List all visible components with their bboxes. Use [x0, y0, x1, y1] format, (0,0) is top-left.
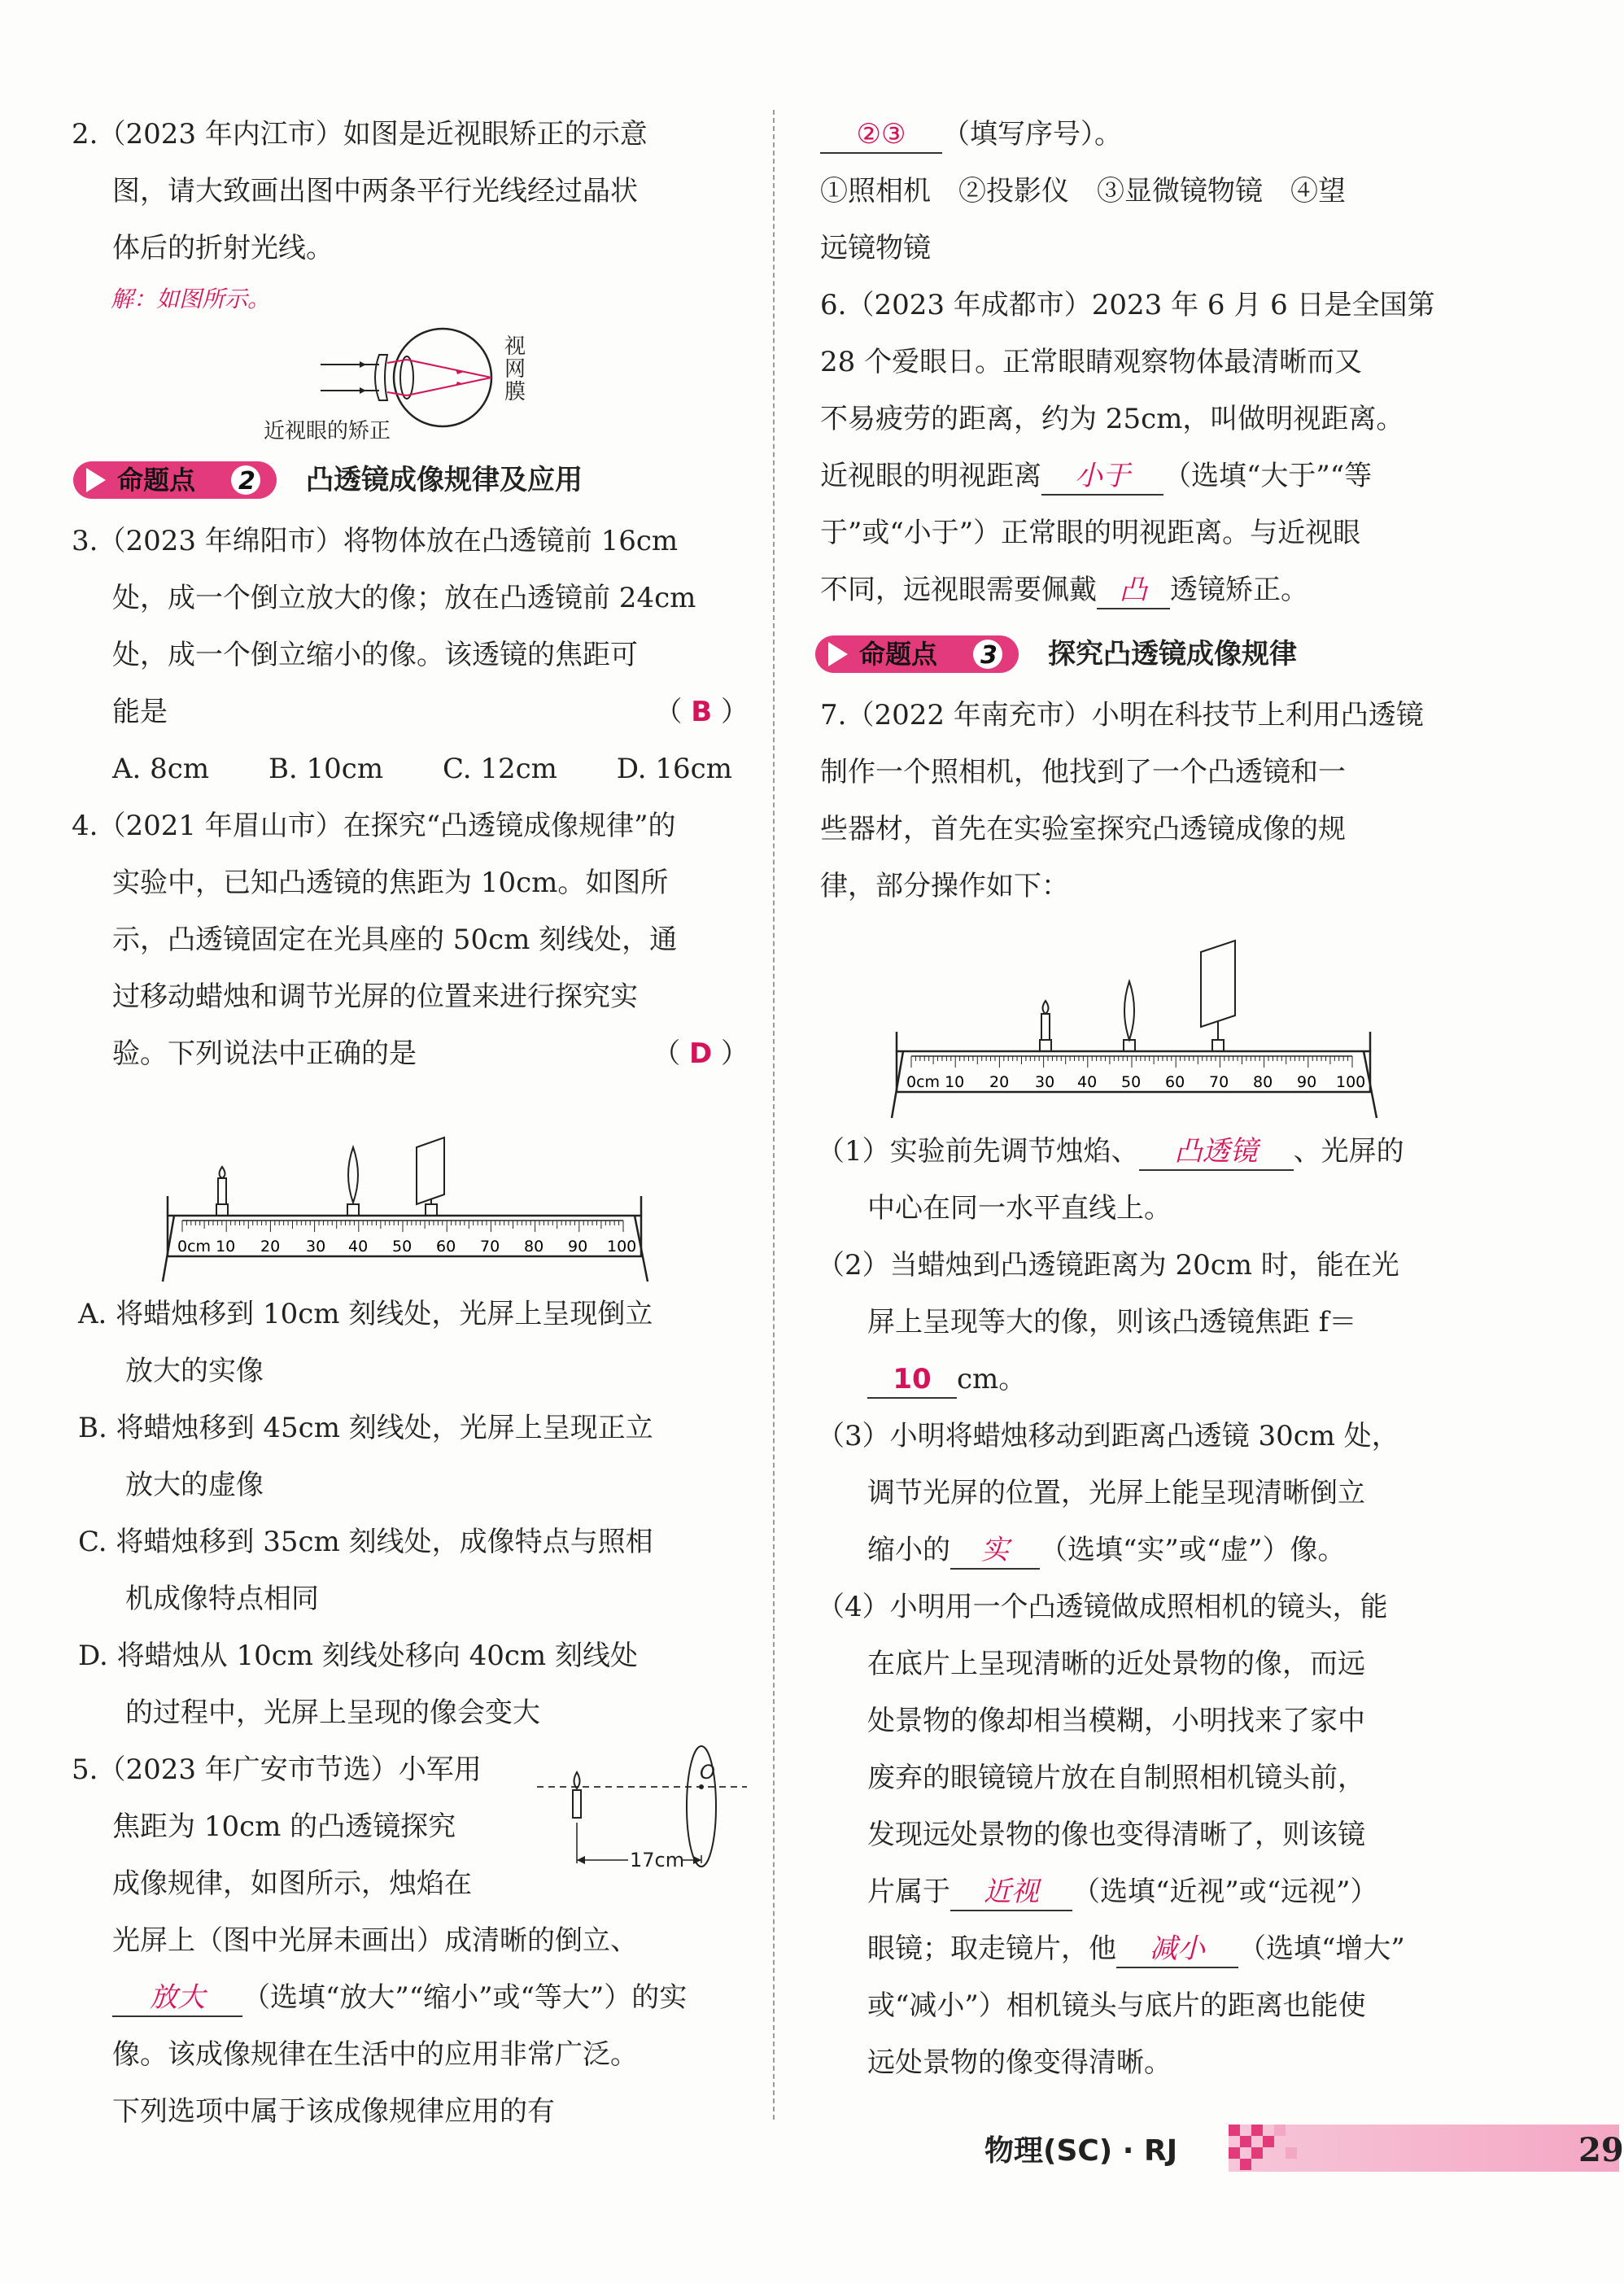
q5-line1: 5.（2023 年广安市节选）小军用: [72, 1753, 482, 1786]
q4-line1: 4.（2021 年眉山市）在探究“凸透镜成像规律”的: [72, 810, 676, 842]
q5-choices-2: 远镜物镜: [820, 232, 931, 264]
q4-option-b-line2: 放大的虚像: [125, 1469, 264, 1501]
page-number: 29: [1578, 2131, 1624, 2169]
q6-line5: 于”或“小于”）正常眼的明视距离。与近视眼: [820, 517, 1361, 549]
q2-solution: 解：如图所示。: [111, 286, 271, 312]
q4-line4: 过移动蜡烛和调节光屏的位置来进行探究实: [112, 980, 638, 1013]
q5-line5-text: （选填“放大”“缩小”或“等大”）的实: [242, 1981, 688, 2014]
q6-line3: 不易疲劳的距离，约为 25cm，叫做明视距离。: [820, 403, 1404, 435]
q7-sub4-line3: 处景物的像却相当模糊，小明找来了家中: [867, 1705, 1365, 1737]
question-7: [814, 687, 1465, 2091]
eye-diagram: [199, 322, 622, 444]
q7-sub4-line7: [814, 1920, 1465, 1977]
q5-line3: 成像规律，如图所示，烛焰在: [112, 1867, 472, 1900]
q4-option-c-line1: C. 将蜡烛移到 35cm 刻线处，成像特点与照相: [78, 1526, 653, 1558]
q7-sub3-line3: [814, 1522, 1465, 1579]
q3-option-c: C. 12cm: [442, 753, 557, 785]
q7-sub4-mid: （选填“近视”或“远视”）: [1072, 1876, 1378, 1908]
q7-bench-ticks: [911, 1056, 1352, 1068]
q4-bench-label-90: 90: [568, 1238, 588, 1256]
column-divider: [773, 110, 775, 2120]
q5-distance-label: 17cm: [630, 1849, 685, 1871]
q6-line6: [814, 561, 1465, 618]
q7-line2: 制作一个照相机，他找到了一个凸透镜和一: [820, 756, 1346, 788]
footer-page-bar: [1229, 2125, 1624, 2172]
q4-bench-labels: [177, 1238, 636, 1256]
q4-option-a-line2: 放大的实像: [125, 1355, 264, 1387]
q7-line1: 7.（2022 年南充市）小明在科技节上利用凸透镜: [820, 699, 1424, 731]
q4-bench-label-100: 100: [607, 1238, 637, 1256]
q7-sub4-line9: 远处景物的像变得清晰。: [867, 2046, 1172, 2079]
q4-line5-text: 验。下列说法中正确的是: [112, 1037, 417, 1070]
q7-sub2-line1: （2）当蜡烛到凸透镜距离为 20cm 时，能在光: [817, 1249, 1399, 1282]
q7-bench-label-90: 90: [1297, 1073, 1317, 1091]
q4-answer-paren: （ D ）: [653, 1037, 749, 1070]
q7-sub4-answer-2: 减小: [1116, 1931, 1238, 1968]
q3-answer-paren: （ B ）: [654, 696, 749, 728]
q4-optical-bench: [158, 1090, 662, 1286]
q6-answer-blank-1: 小于: [1041, 458, 1163, 496]
q7-sub3-post: （选填“实”或“虚”）像。: [1040, 1534, 1346, 1566]
q3-line1: 3.（2023 年绵阳市）将物体放在凸透镜前 16cm: [72, 525, 679, 557]
q7-sub1-answer: 凸透镜: [1139, 1133, 1294, 1171]
topic-3-number: 3: [980, 641, 998, 670]
q7-sub4-line6: [814, 1863, 1465, 1920]
q7-sub4-line5: 发现远处景物的像也变得清晰了，则该镜: [867, 1819, 1365, 1851]
q3-option-d: D. 16cm: [616, 753, 732, 785]
q4-option-c-line2: 机成像特点相同: [125, 1583, 319, 1615]
question-5-continued: [814, 106, 1465, 277]
q7-bench-label-20: 20: [989, 1073, 1010, 1091]
q5-figure: [537, 1741, 749, 1904]
q7-bench-label-60: 60: [1165, 1073, 1185, 1091]
q4-bench-label-40: 40: [348, 1238, 369, 1256]
q6-line4: [814, 448, 1465, 504]
page-footer: [984, 2120, 1624, 2177]
question-3: [72, 513, 749, 797]
q2-line2: 图，请大致画出图中两条平行光线经过晶状: [112, 175, 638, 207]
question-4: [72, 797, 749, 1741]
q6-line4-post: （选填“大于”“等: [1163, 460, 1373, 492]
q7-sub4-mid2: （选填“增大”: [1238, 1932, 1405, 1965]
q4-option-b-line1: B. 将蜡烛移到 45cm 刻线处，光屏上呈现正立: [78, 1412, 653, 1444]
q5-line8-text: （填写序号）。: [942, 118, 1122, 151]
q4-answer: D: [688, 1037, 713, 1070]
right-column: [814, 106, 1465, 2091]
q6-line6-pre: 不同，远视眼需要佩戴: [820, 574, 1097, 606]
q7-optical-bench-figure: [887, 919, 1391, 1123]
left-column: [72, 106, 749, 2140]
q6-line1: 6.（2023 年成都市）2023 年 6 月 6 日是全国第: [820, 289, 1435, 321]
topic-2-badge-text: 命题点: [117, 465, 196, 496]
topic-3-badge-text: 命题点: [859, 639, 938, 670]
q7-sub4-line2: 在底片上呈现清晰的近处景物的像，而远: [867, 1648, 1365, 1680]
retina-label-3: 膜: [504, 380, 526, 404]
q7-line4: 律，部分操作如下：: [820, 870, 1069, 902]
q4-line2: 实验中，已知凸透镜的焦距为 10cm。如图所: [112, 867, 669, 899]
topic-2-title: 凸透镜成像规律及应用: [306, 464, 583, 496]
q4-line3: 示，凸透镜固定在光具座的 50cm 刻线处，通: [112, 924, 678, 956]
q7-bench-labels: [906, 1073, 1365, 1091]
eye-correction-figure: [199, 322, 622, 444]
q4-option-d-line2: 的过程中，光屏上呈现的像会变大: [125, 1697, 540, 1729]
q4-bench-label-50: 50: [392, 1238, 413, 1256]
q4-bench-label-70: 70: [480, 1238, 500, 1256]
q3-line4-text: 能是: [112, 696, 168, 728]
q7-sub4-line8: 或“减小”）相机镜头与底片的距离也能使: [867, 1989, 1366, 2022]
q7-bench-label-0: 0cm 10: [906, 1073, 965, 1091]
eye-figure-caption: 近视眼的矫正: [264, 419, 391, 443]
footer-subject-label: 物理(SC) · RJ: [984, 2133, 1178, 2168]
footer-checker-icon: [1229, 2125, 1318, 2172]
q5-choices: ①照相机 ②投影仪 ③显微镜物镜 ④望: [820, 175, 1346, 207]
q5-line6: 像。该成像规律在生活中的应用非常广泛。: [112, 2038, 638, 2071]
q7-bench-label-100: 100: [1336, 1073, 1366, 1091]
q7-optical-bench: [887, 919, 1391, 1123]
q7-sub4-line4: 废弃的眼镜镜片放在自制照相机镜头前，: [867, 1762, 1365, 1794]
q3-option-a: A. 8cm: [112, 753, 210, 785]
q4-line5: [72, 1025, 749, 1082]
q5-answer-blank-2: ②③: [820, 116, 942, 154]
q6-line4-pre: 近视眼的明视距离: [820, 460, 1041, 492]
q3-line2: 处，成一个倒立放大的像；放在凸透镜前 24cm: [112, 582, 696, 614]
question-2: [72, 106, 749, 444]
q5-candle-lens-diagram: [537, 1741, 749, 1904]
question-5: [72, 1741, 749, 2140]
q4-option-d-line1: D. 将蜡烛从 10cm 刻线处移向 40cm 刻线处: [78, 1640, 638, 1672]
q4-bench-label-20: 20: [260, 1238, 281, 1256]
q5-line8: [814, 106, 1465, 163]
q7-sub3-line2: 调节光屏的位置，光屏上能呈现清晰倒立: [867, 1477, 1365, 1509]
q4-bench-label-80: 80: [524, 1238, 544, 1256]
retina-label-2: 网: [504, 357, 526, 382]
topic-2-number: 2: [238, 467, 255, 496]
q5-line2: 焦距为 10cm 的凸透镜探究: [112, 1810, 456, 1843]
q4-bench-label-30: 30: [306, 1238, 326, 1256]
q3-line3: 处，成一个倒立缩小的像。该透镜的焦距可: [112, 639, 638, 671]
q7-sub3-pre: 缩小的: [867, 1534, 950, 1566]
q2-line1: 2.（2023 年内江市）如图是近视眼矫正的示意: [72, 118, 648, 151]
q7-bench-label-80: 80: [1253, 1073, 1273, 1091]
q7-sub2-line2: 屏上呈现等大的像，则该凸透镜焦距 f＝: [867, 1306, 1357, 1339]
q5-optical-center-label: O: [700, 1761, 715, 1784]
q7-sub4-pre: 片属于: [867, 1876, 950, 1908]
q4-option-a-line1: A. 将蜡烛移到 10cm 刻线处，光屏上呈现倒立: [78, 1298, 653, 1330]
q6-answer-blank-2: 凸: [1097, 572, 1170, 609]
q7-sub1-post: 、光屏的: [1293, 1135, 1404, 1168]
q4-bench-label-0: 0cm 10: [177, 1238, 236, 1256]
q4-bench-label-60: 60: [436, 1238, 456, 1256]
q6-line2: 28 个爱眼日。正常眼睛观察物体最清晰而又: [820, 346, 1363, 378]
q5-line4: 光屏上（图中光屏未画出）成清晰的倒立、: [112, 1924, 638, 1957]
q7-sub2-line3: [814, 1351, 1465, 1408]
q7-bench-label-40: 40: [1077, 1073, 1098, 1091]
q7-sub1-pre: （1）实验前先调节烛焰、: [817, 1135, 1139, 1168]
q7-sub2-answer: 10: [867, 1361, 957, 1399]
q2-line3: 体后的折射光线。: [112, 232, 334, 264]
q3-option-b: B. 10cm: [268, 753, 384, 785]
q7-sub4-answer-1: 近视: [950, 1874, 1072, 1911]
q7-line3: 些器材，首先在实验室探究凸透镜成像的规: [820, 813, 1346, 845]
q3-line4: [72, 683, 749, 740]
q7-sub3-answer: 实: [950, 1532, 1040, 1570]
retina-label-1: 视: [504, 334, 526, 359]
topic-2-badge: [72, 458, 283, 502]
q3-answer: B: [691, 696, 713, 728]
topic-3-badge: [814, 632, 1025, 676]
q7-bench-label-70: 70: [1209, 1073, 1229, 1091]
q7-sub2-post: cm。: [957, 1363, 1027, 1395]
q5-line5: [72, 1969, 749, 2026]
q7-sub4-pre2: 眼镜；取走镜片，他: [867, 1932, 1116, 1965]
q4-bench-ticks: [182, 1221, 623, 1232]
q7-sub3-line1: （3）小明将蜡烛移动到距离凸透镜 30cm 处，: [817, 1420, 1399, 1452]
q7-sub1-line1: [814, 1123, 1465, 1180]
q7-bench-label-30: 30: [1035, 1073, 1055, 1091]
topic-3-header: [814, 630, 1465, 679]
topic-3-title: 探究凸透镜成像规律: [1048, 638, 1297, 670]
q6-line6-post: 透镜矫正。: [1170, 574, 1308, 606]
q5-line7: 下列选项中属于该成像规律应用的有: [112, 2095, 555, 2128]
topic-2-header: [72, 456, 749, 504]
q7-sub1-line2: 中心在同一水平直线上。: [867, 1192, 1172, 1225]
q5-answer-blank-1: 放大: [112, 1980, 242, 2017]
q7-bench-label-50: 50: [1121, 1073, 1142, 1091]
q3-options: [72, 740, 749, 797]
question-6: [814, 277, 1465, 618]
q4-optical-bench-figure: [158, 1090, 662, 1286]
q7-sub4-line1: （4）小明用一个凸透镜做成照相机的镜头，能: [817, 1591, 1388, 1623]
